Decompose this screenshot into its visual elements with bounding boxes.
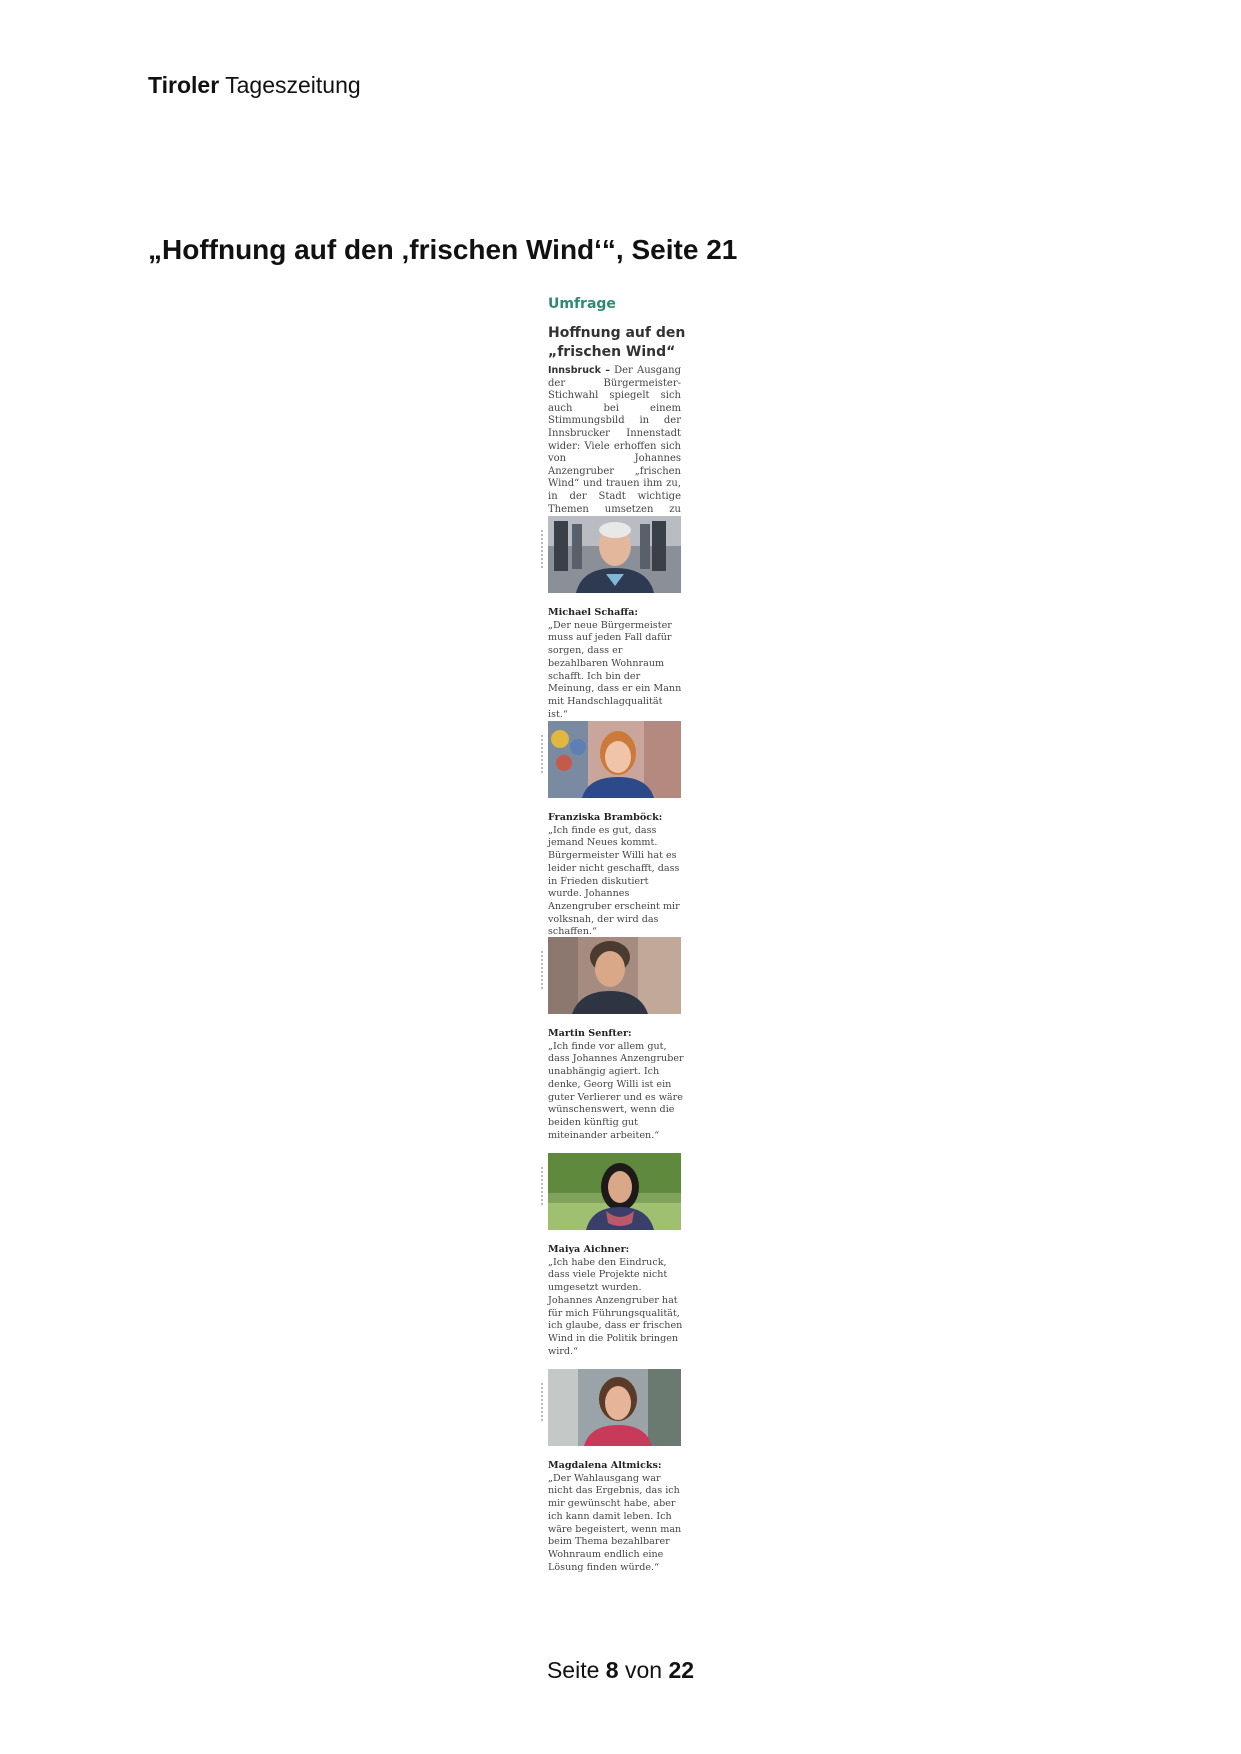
portrait-photo-2 <box>548 721 681 798</box>
person-statement-2 <box>548 812 684 939</box>
article-kicker: Umfrage <box>548 296 616 312</box>
person-quote-2: „Ich finde es gut, dass jemand Neues kommt. Bürgermeister Willi hat es leider nicht geschafft, dass in Frieden diskutiert wurde. Johannes Anzengruber erscheint mir volksnah, der wird das schaffen.“ <box>548 824 680 938</box>
person-name-3: Martin Senfter: <box>548 1028 632 1039</box>
footer-current-page: 8 <box>605 1657 619 1683</box>
footer-total-pages: 22 <box>668 1657 695 1683</box>
person-name-4: Maiya Aichner: <box>548 1244 630 1255</box>
article-lead <box>548 365 681 529</box>
portrait-photo-1 <box>548 516 681 593</box>
person-name-1: Michael Schaffa: <box>548 607 638 618</box>
portrait-4-image <box>548 1153 681 1230</box>
person-statement-1 <box>548 607 684 721</box>
page-headline: „Hoffnung auf den ‚frischen Wind‘“, Seite 21 <box>148 234 738 265</box>
masthead-regular: Tageszeitung <box>225 72 361 98</box>
photo-credit-3 <box>540 951 545 1011</box>
person-quote-1: „Der neue Bürgermeister muss auf jeden Fall dafür sorgen, dass er bezahlbaren Wohnraum schafft. Ich bin der Meinung, dass er ein Mann mit Handschlagqualität ist.“ <box>548 619 682 720</box>
article-dateline: Innsbruck – <box>548 365 610 376</box>
photo-credit-1 <box>540 530 545 590</box>
person-statement-3 <box>548 1028 684 1142</box>
photo-credit-2 <box>540 735 545 795</box>
portrait-photo-3 <box>548 937 681 1014</box>
footer-middle: von <box>624 1657 663 1683</box>
person-name-2: Franziska Bramböck: <box>548 812 663 823</box>
masthead-bold: Tiroler <box>148 72 220 98</box>
person-statement-5 <box>548 1460 684 1574</box>
photo-credit-5 <box>540 1383 545 1443</box>
portrait-5-image <box>548 1369 681 1446</box>
person-name-5: Magdalena Altmicks: <box>548 1460 662 1471</box>
article-title-line1: Hoffnung auf den <box>548 325 686 341</box>
person-statement-4 <box>548 1244 684 1358</box>
article-lead-text: Der Ausgang der Bürgermeister-Stichwahl spiegelt sich auch bei einem Stimmungsbild in der Innsbrucker Innenstadt wider: Viele erhoffen sich von Johannes Anzengruber „frischen Wind“ und trauen ihm zu, in der Stadt wichtige Themen umsetzen zu <box>548 365 681 515</box>
person-quote-4: „Ich habe den Eindruck, dass viele Projekte nicht umgesetzt wurden. Johannes Anzengruber hat für mich Führungsqualität, ich glaube, dass er frischen Wind in die Politik bringen wird.“ <box>548 1256 683 1357</box>
article-title-line2: „frischen Wind“ <box>548 344 676 360</box>
masthead <box>148 72 361 99</box>
portrait-3-image <box>548 937 681 1014</box>
person-quote-3: „Ich finde vor allem gut, dass Johannes Anzengruber unabhängig agiert. Ich denke, Georg Willi ist ein guter Verlierer und es wäre wünschenswert, wenn die beiden künftig gut miteinander arbeiten.“ <box>548 1040 684 1141</box>
person-quote-5: „Der Wahlausgang war nicht das Ergebnis, das ich mir gewünscht habe, aber ich kann damit leben. Ich wäre begeistert, wenn man beim Thema bezahlbarer Wohnraum endlich eine Lösung finden würde.“ <box>548 1472 682 1573</box>
photo-credit-4 <box>540 1167 545 1227</box>
portrait-photo-5 <box>548 1369 681 1446</box>
portrait-2-image <box>548 721 681 798</box>
footer-prefix: Seite <box>546 1657 600 1683</box>
portrait-photo-4 <box>548 1153 681 1230</box>
page-footer <box>0 1657 1241 1684</box>
portrait-1-image <box>548 516 681 593</box>
article-title <box>548 324 688 362</box>
